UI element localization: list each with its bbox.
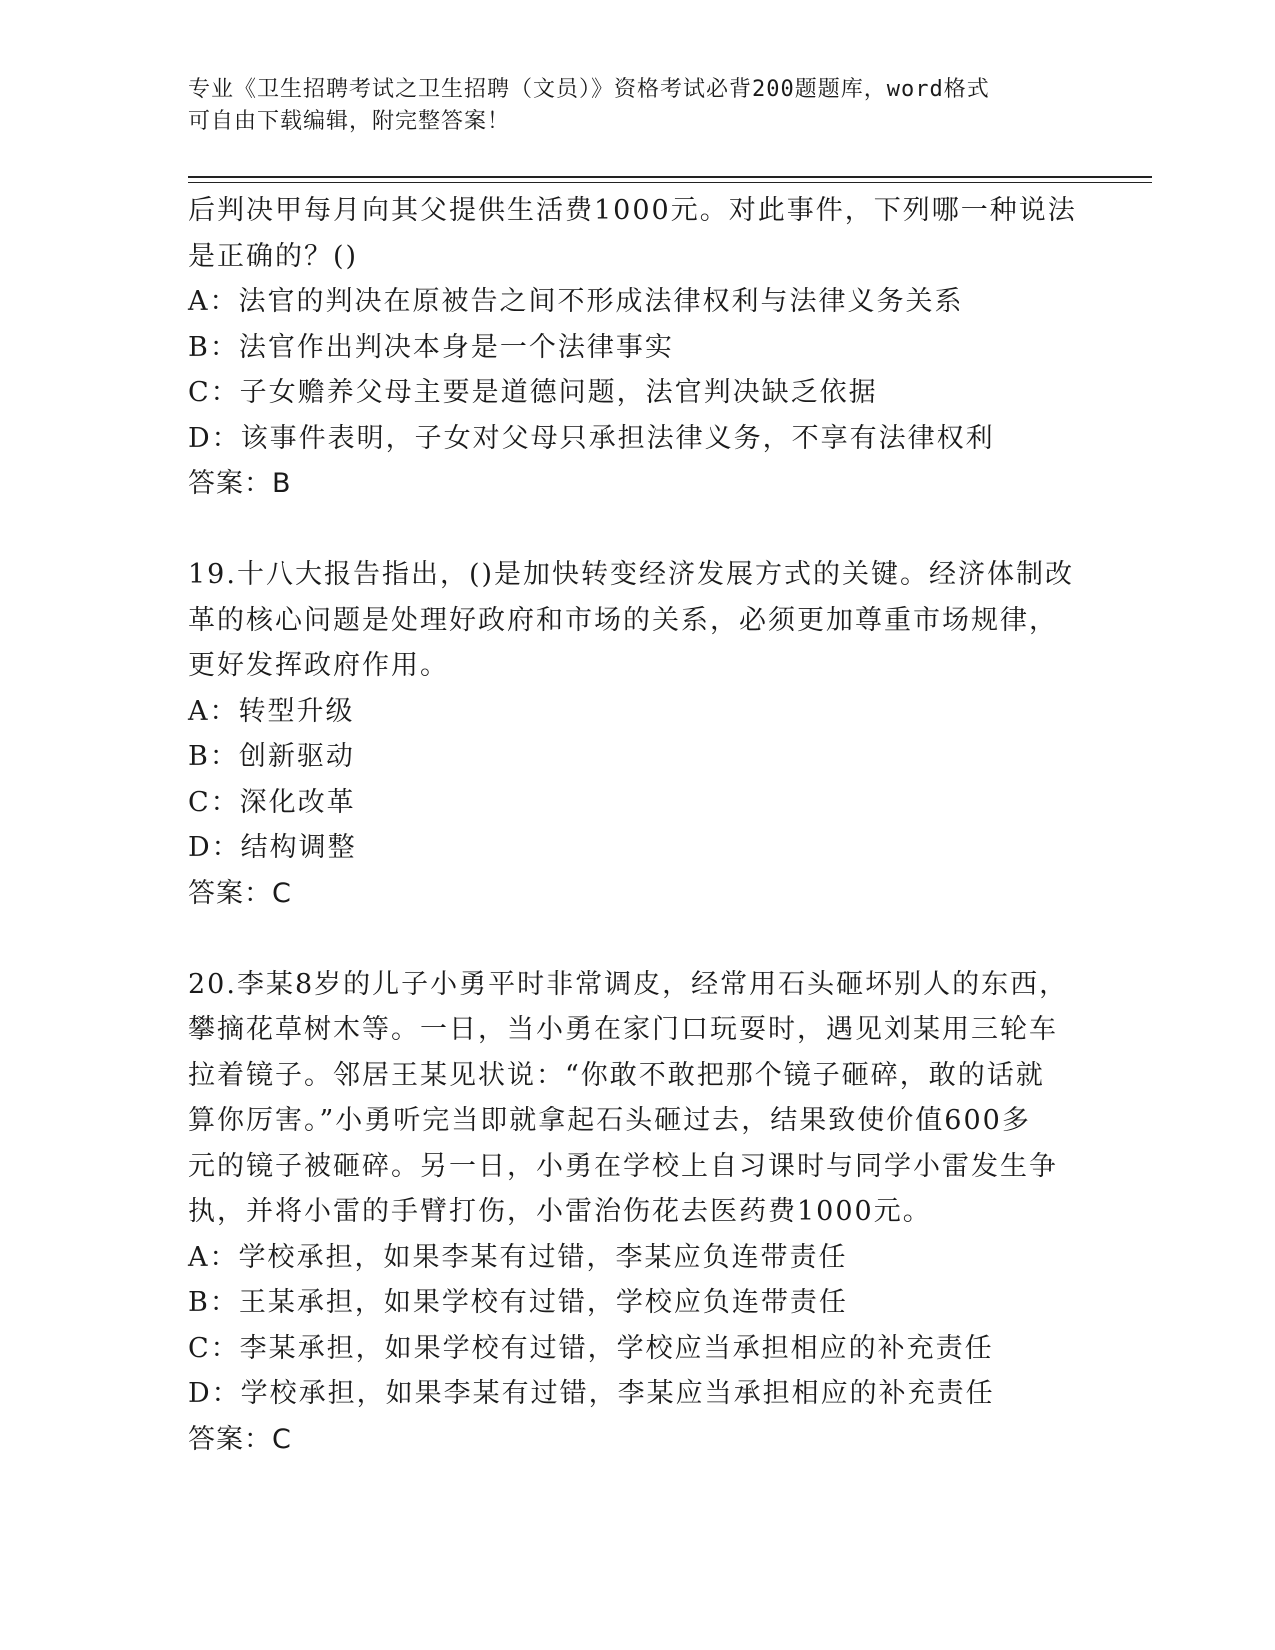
question-text-line: 执，并将小雷的手臂打伤，小雷治伤花去医药费1000元。 <box>188 1196 932 1227</box>
option-b: B：王某承担，如果学校有过错，学校应负连带责任 <box>188 1287 848 1318</box>
question-text-line: 更好发挥政府作用。 <box>188 650 449 681</box>
option-c: C：李某承担，如果学校有过错，学校应当承担相应的补充责任 <box>188 1332 994 1364</box>
header-divider-thin <box>188 182 1152 183</box>
question-19 <box>188 552 1108 916</box>
question-text-line: 革的核心问题是处理好政府和市场的关系，必须更加尊重市场规律， <box>188 604 1058 636</box>
question-content <box>188 188 1108 1462</box>
spacer <box>188 916 1108 962</box>
question-continued <box>188 188 1108 507</box>
option-c: C：深化改革 <box>188 786 356 818</box>
option-a: A：学校承担，如果李某有过错，李某应负连带责任 <box>188 1241 848 1273</box>
question-text-line: 19.十八大报告指出，()是加快转变经济发展方式的关键。经济体制改 <box>188 559 1075 590</box>
option-a: A：转型升级 <box>188 695 355 727</box>
question-20 <box>188 962 1108 1463</box>
header-title-line-2: 可自由下载编辑，附完整答案！ <box>188 109 511 134</box>
question-text-line: 是正确的？() <box>188 240 359 272</box>
question-text-line: 后判决甲每月向其父提供生活费1000元。对此事件，下列哪一种说法 <box>188 195 1077 226</box>
option-d: D：该事件表明，子女对父母只承担法律义务，不享有法律权利 <box>188 422 995 454</box>
option-b: B：创新驱动 <box>188 741 355 772</box>
question-text-line: 20.李某8岁的儿子小勇平时非常调皮，经常用石头砸坏别人的东西， <box>188 968 1069 1000</box>
answer-line: 答案：C <box>188 1423 292 1455</box>
option-d: D：学校承担，如果李某有过错，李某应当承担相应的补充责任 <box>188 1378 995 1409</box>
question-text-line: 算你厉害。”小勇听完当即就拿起石头砸过去，结果致使价值600多 <box>188 1105 1031 1136</box>
option-c: C：子女赡养父母主要是道德问题，法官判决缺乏依据 <box>188 377 878 408</box>
question-text-line: 攀摘花草树木等。一日，当小勇在家门口玩耍时，遇见刘某用三轮车 <box>188 1014 1058 1045</box>
spacer <box>188 507 1108 553</box>
question-text-line: 拉着镜子。邻居王某见状说：“你敢不敢把那个镜子砸碎，敢的话就 <box>188 1059 1045 1091</box>
option-b: B：法官作出判决本身是一个法律事实 <box>188 331 674 363</box>
option-d: D：结构调整 <box>188 832 357 863</box>
header-divider-thick <box>188 176 1152 178</box>
answer-line: 答案：B <box>188 468 292 499</box>
header-title-line-1: 专业《卫生招聘考试之卫生招聘（文员）》资格考试必背200题题库，word格式 <box>188 77 990 102</box>
answer-line: 答案：C <box>188 877 292 909</box>
question-text-line: 元的镜子被砸碎。另一日，小勇在学校上自习课时与同学小雷发生争 <box>188 1150 1058 1182</box>
document-header <box>188 74 1088 138</box>
option-a: A：法官的判决在原被告之间不形成法律权利与法律义务关系 <box>188 286 964 317</box>
